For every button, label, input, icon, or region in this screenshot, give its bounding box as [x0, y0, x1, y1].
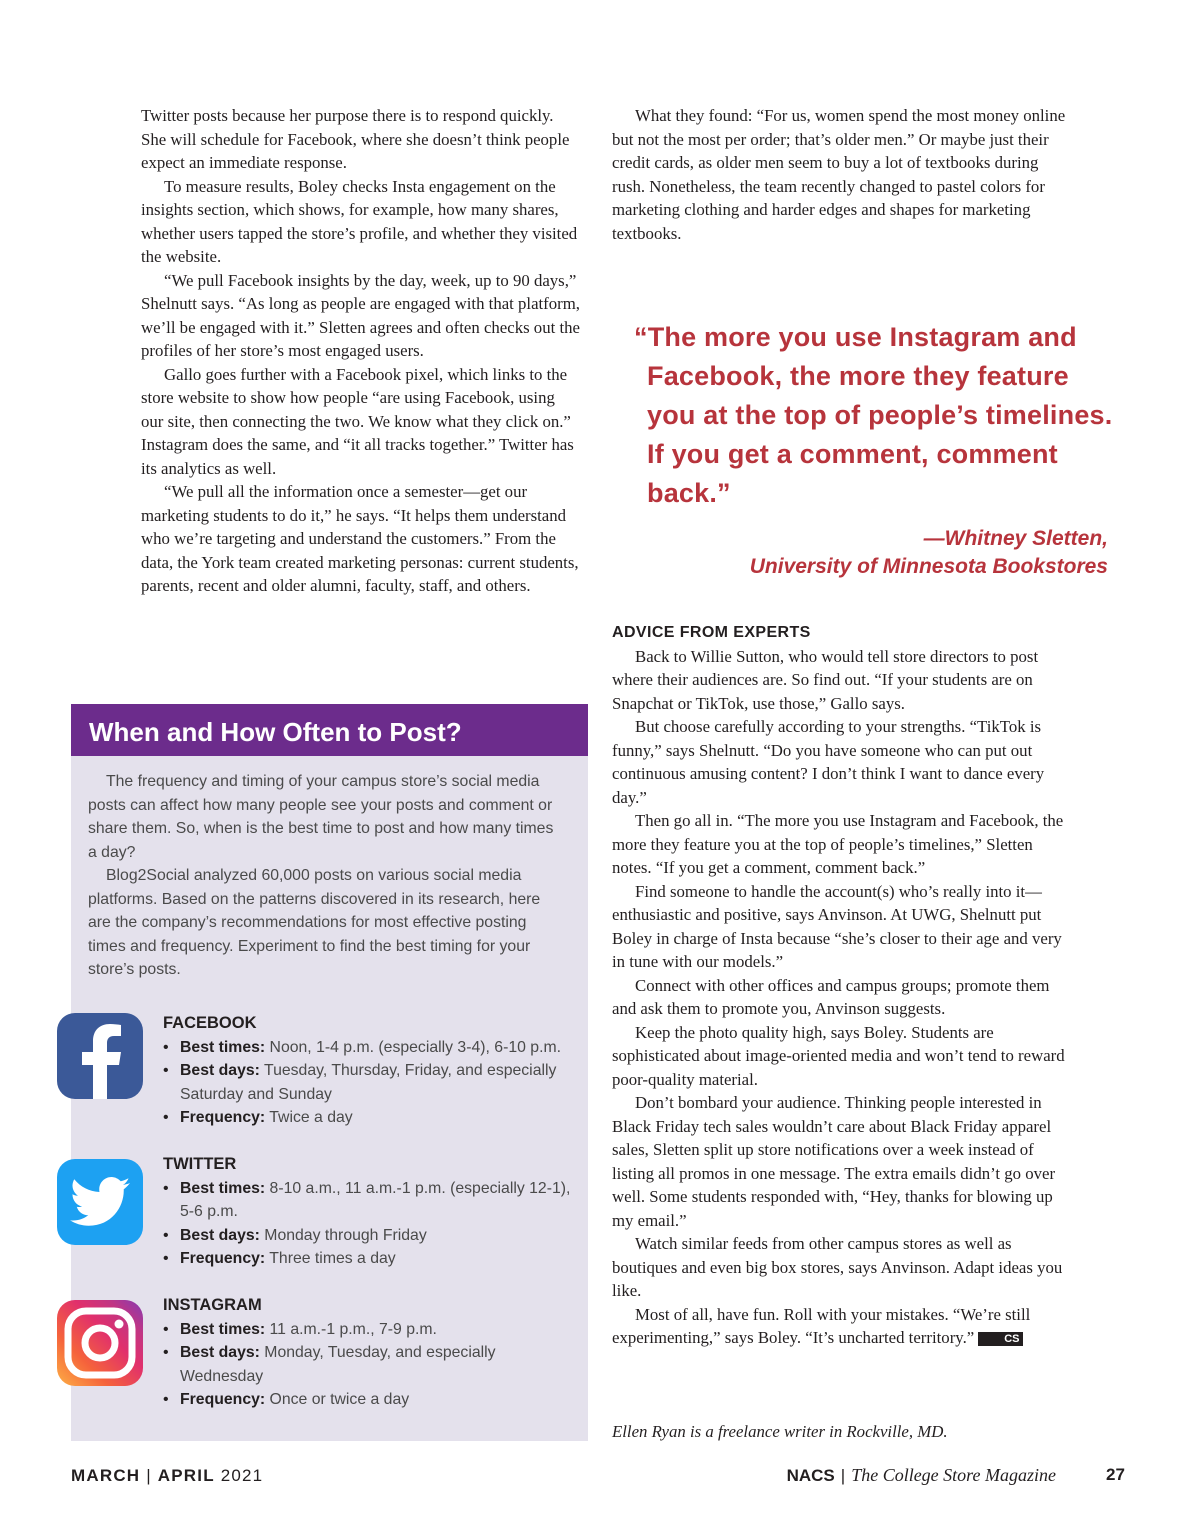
issue-year: 2021: [220, 1466, 264, 1485]
publication-name: [787, 1465, 1056, 1486]
publication-separator: |: [840, 1466, 846, 1485]
platform-name: TWITTER: [163, 1155, 237, 1173]
platform-name: INSTAGRAM: [163, 1296, 262, 1314]
body-paragraph: “We pull Facebook insights by the day, week, up to 90 days,” Shelnutt says. “As long as people are engaged with that platform, we’ll be engaged with it.” Sletten agrees and often checks out the profiles of her store’s most engaged users.: [141, 270, 581, 360]
item-label: Frequency:: [180, 1391, 266, 1408]
right-column-top: [612, 104, 1068, 245]
frequency-item: [163, 1106, 583, 1130]
section-subhead: ADVICE FROM EXPERTS: [612, 624, 811, 641]
item-value: Tuesday, Thursday, Friday, and especially Saturday and Sunday: [180, 1062, 557, 1103]
twitter-list: [163, 1177, 583, 1271]
item-label: Frequency:: [180, 1109, 266, 1126]
item-value: 11 a.m.-1 p.m., 7-9 p.m.: [269, 1320, 437, 1338]
item-value: Monday through Friday: [264, 1226, 427, 1244]
instagram-section: [163, 1294, 583, 1412]
issue-separator: |: [146, 1466, 152, 1485]
best-times-item: [163, 1036, 583, 1060]
facebook-icon: [57, 1013, 143, 1099]
body-paragraph: “We pull all the information once a semester—get our marketing students to do it,” he says. “It helps them understand who we’re targeting and understand the customers.” From the data, the York team created marketing personas: current students, parents, recent and older alumni, faculty, staff, and others.: [141, 482, 579, 595]
item-label: Best days:: [180, 1226, 260, 1244]
frequency-item: [163, 1388, 583, 1412]
item-label: Best times:: [180, 1320, 266, 1338]
sidebar-intro-paragraph: The frequency and timing of your campus store’s social media posts can affect how many people see your posts and comment or share them. So, when is the best time to post and how many times a day?: [88, 773, 554, 861]
instagram-list: [163, 1318, 583, 1412]
instagram-glyph: [57, 1300, 143, 1386]
final-paragraph: [612, 1303, 1068, 1350]
org-name: NACS: [786, 1466, 835, 1485]
pull-quote-text: “The more you use Instagram and Facebook, the more they feature you at the top of people’s timelines. If you get a comment, comment back.”: [634, 322, 1113, 508]
twitter-bird: [70, 1177, 130, 1227]
sidebar-intro-paragraph: Blog2Social analyzed 60,000 posts on various social media platforms. Based on the patterns discovered in its research, here are the company’s recommendations for most effective posting times and frequency. Experiment to find the best timing for your store’s posts.: [88, 867, 541, 978]
item-value: Twice a day: [269, 1109, 353, 1126]
item-label: Best days:: [180, 1062, 260, 1079]
sidebar-box: [71, 704, 588, 1441]
platform-name: FACEBOOK: [163, 1014, 257, 1032]
item-value: Monday, Tuesday, and especially Wednesday: [180, 1344, 496, 1385]
item-value: 8-10 a.m., 11 a.m.-1 p.m. (especially 12-1), 5-6 p.m.: [180, 1179, 571, 1220]
item-value: Three times a day: [269, 1250, 396, 1267]
sidebar-intro: [88, 770, 558, 982]
final-paragraph-text: Most of all, have fun. Roll with your mistakes. “We’re still experimenting,” says Boley. “It’s uncharted territory.”: [612, 1304, 1031, 1347]
body-paragraph: Gallo goes further with a Facebook pixel, which links to the store website to show how people “are using Facebook, using our site, then connecting the two. We know what they click on.” Instagram does the same, and “it all tracks together.” Twitter has its analytics as well.: [141, 364, 574, 478]
author-byline: Ellen Ryan is a freelance writer in Rockville, MD.: [612, 1422, 948, 1441]
facebook-list: [163, 1036, 583, 1130]
body-paragraph: To measure results, Boley checks Insta engagement on the insights section, which shows, for example, how many shares, whether users tapped the store’s profile, and whether they visited the website.: [141, 176, 578, 266]
item-label: Best times:: [180, 1179, 266, 1197]
item-value: Noon, 1-4 p.m. (especially 3-4), 6-10 p.m.: [269, 1038, 562, 1056]
body-paragraph: Connect with other offices and campus groups; promote them and ask them to promote you, Anvinson suggests.: [612, 975, 1050, 1018]
body-paragraph: Watch similar feeds from other campus stores as well as boutiques and even big box stores, says Anvinson. Adapt ideas you like.: [612, 1234, 1063, 1300]
item-label: Best days:: [180, 1344, 260, 1361]
magazine-title: The College Store Magazine: [851, 1465, 1056, 1485]
end-mark: CS: [978, 1332, 1022, 1346]
best-days-item: [163, 1224, 583, 1248]
item-label: Frequency:: [180, 1250, 266, 1267]
issue-month-start: MARCH: [71, 1466, 141, 1485]
sidebar-title: When and How Often to Post?: [71, 704, 588, 756]
twitter-icon: [57, 1159, 143, 1245]
twitter-section: [163, 1153, 583, 1271]
advice-section: [612, 621, 1068, 1350]
pull-quote-attribution: [634, 525, 1114, 581]
body-paragraph: What they found: “For us, women spend the most money online but not the most per order; that’s older men.” Or maybe just their credit cards, as older men seem to buy a lot of textbooks during rush. Nonetheless, the team recently changed to pastel colors for marketing clothing and harder edges and shapes for marketing textbooks.: [612, 106, 1066, 243]
instagram-icon: [57, 1300, 143, 1386]
body-paragraph: Keep the photo quality high, says Boley. Students are sophisticated about image-oriented media and won’t tend to reward poor-quality material.: [612, 1022, 1065, 1089]
body-paragraph: Find someone to handle the account(s) who’s really into it—enthusiastic and positive, says Anvinson. At UWG, Shelnutt put Boley in charge of Insta because “she’s closer to their age and very in tune with our models.”: [612, 881, 1062, 971]
facebook-section: [163, 1012, 583, 1130]
pull-quote-author: —Whitney Sletten,: [923, 527, 1108, 550]
item-value: Once or twice a day: [269, 1391, 410, 1408]
body-paragraph: But choose carefully according to your strengths. “TikTok is funny,” says Shelnutt. “Do you have someone who can put out continuous amusing content? I don’t think I want to dance every day.”: [612, 717, 1045, 807]
frequency-item: [163, 1247, 583, 1271]
best-days-item: [163, 1341, 583, 1388]
body-paragraph: Back to Willie Sutton, who would tell store directors to post where their audiences are. So find out. “If your students are on Snapchat or TikTok, use those,” Gallo says.: [612, 646, 1039, 713]
body-paragraph: Then go all in. “The more you use Instagram and Facebook, the more they feature you at the top of people’s timelines,” Sletten notes. “If you get a comment, comment back.”: [612, 811, 1064, 877]
issue-month-end: APRIL: [157, 1466, 215, 1485]
facebook-logo: [57, 1013, 143, 1099]
issue-date: [71, 1466, 263, 1486]
page-number: 27: [1106, 1465, 1125, 1484]
pull-quote: [634, 318, 1114, 581]
item-label: Best times:: [180, 1038, 266, 1056]
best-times-item: [163, 1318, 583, 1342]
best-times-item: [163, 1177, 583, 1224]
body-paragraph: Don’t bombard your audience. Thinking people interested in Black Friday tech sales wouldn’t care about Black Friday apparel sales, Sletten split up store notifications over a week instead of listing all promos in one message. The extra emails didn’t go over well. Some students responded with, “Hey, thanks for blowing up my email.”: [612, 1093, 1056, 1230]
body-paragraph: Twitter posts because her purpose there is to respond quickly. She will schedule for Facebook, where she doesn’t think people expect an immediate response.: [141, 106, 570, 172]
pull-quote-organization: University of Minnesota Bookstores: [749, 555, 1108, 578]
best-days-item: [163, 1059, 583, 1106]
left-column: [141, 104, 581, 598]
